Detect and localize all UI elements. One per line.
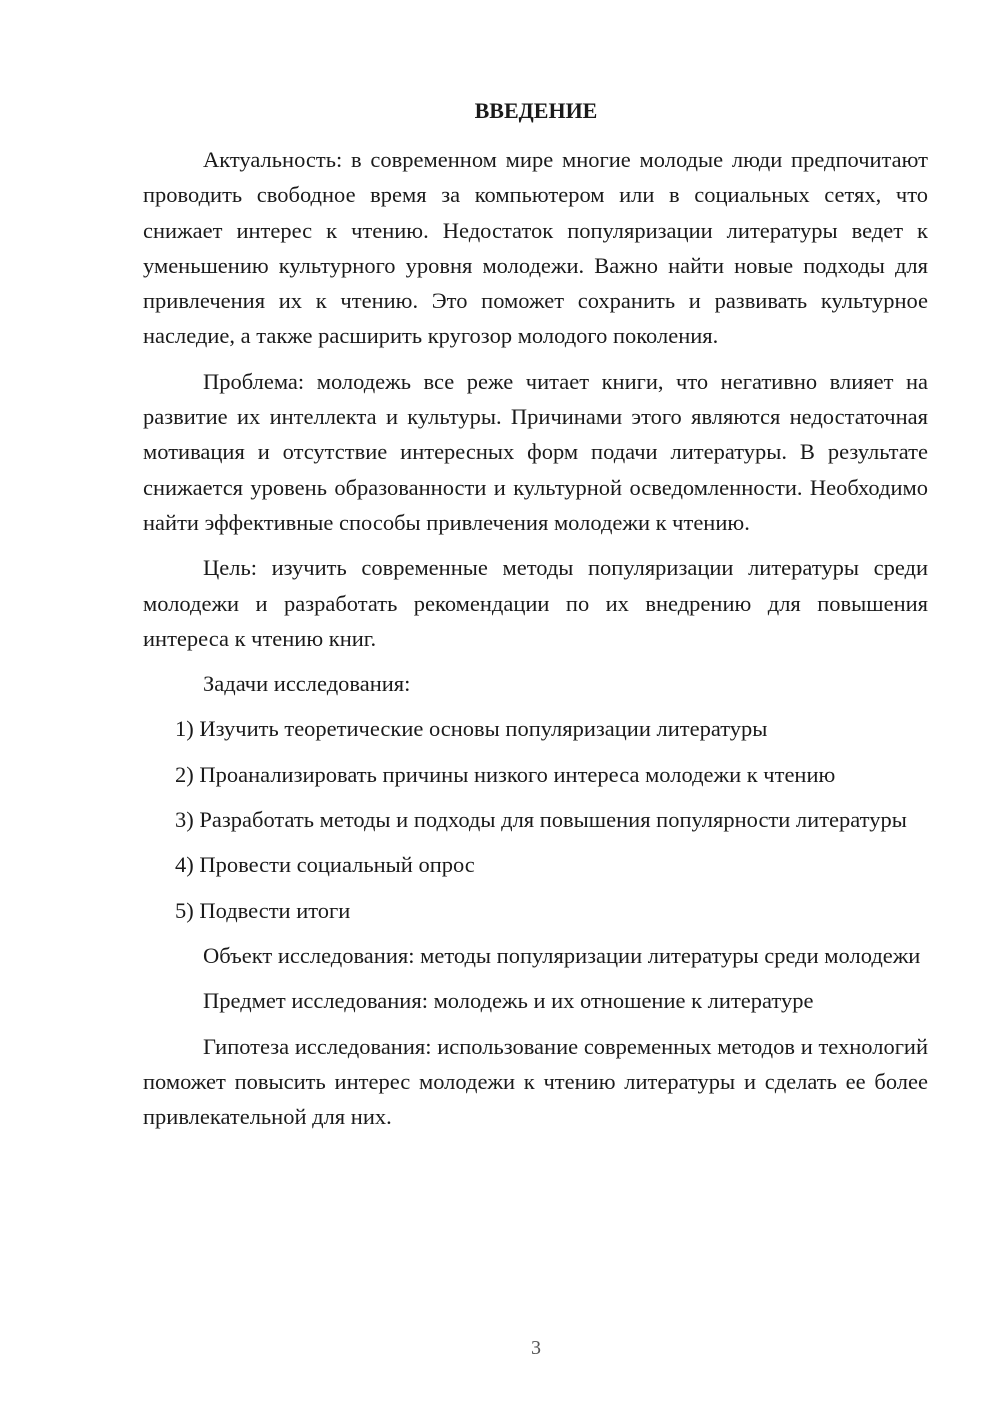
paragraph-object: Объект исследования: методы популяризации литературы среди молодежи (203, 942, 921, 968)
paragraph-goal: Цель: изучить современные методы популяризации литературы среди молодежи и разработать рекомендации по их внедрению для повышения интереса к чтению книг. (143, 555, 928, 651)
paragraph-relevance: Актуальность: в современном мире многие молодые люди предпочитают проводить свободное время за компьютером или в социальных сетях, что снижает интерес к чтению. Недостаток популяризации литературы ведет к уменьшению культурного уровня молодежи. Важно найти новые подходы для привлечения их к чтению. Это поможет сохранить и развивать культурное наследие, а также расширить кругозор молодого поколения. (143, 147, 928, 349)
paragraph-problem: Проблема: молодежь все реже читает книги, что негативно влияет на развитие их интеллекта и культуры. Причинами этого являются недостаточная мотивация и отсутствие интересных форм подачи литературы. В результате снижается уровень образованности и культурной осведомленности. Необходимо найти эффективные способы привлечения молодежи к чтению. (143, 368, 928, 535)
paragraph-subject: Предмет исследования: молодежь и их отношение к литературе (203, 988, 814, 1014)
task-item-4: 4) Провести социальный опрос (175, 852, 475, 878)
task-item-3: 3) Разработать методы и подходы для повышения популярности литературы (175, 807, 907, 833)
paragraph-hypothesis: Гипотеза исследования: использование современных методов и технологий поможет повысить интерес молодежи к чтению литературы и сделать ее более привлекательной для них. (143, 1033, 928, 1130)
task-item-2: 2) Проанализировать причины низкого интереса молодежи к чтению (175, 761, 836, 787)
document-body (143, 142, 928, 1144)
task-item-1: 1) Изучить теоретические основы популяризации литературы (175, 716, 768, 742)
page-number: 3 (531, 1337, 541, 1359)
tasks-heading: Задачи исследования: (203, 671, 411, 697)
task-item-5: 5) Подвести итоги (175, 897, 351, 923)
page-title: ВВЕДЕНИЕ (474, 98, 598, 123)
